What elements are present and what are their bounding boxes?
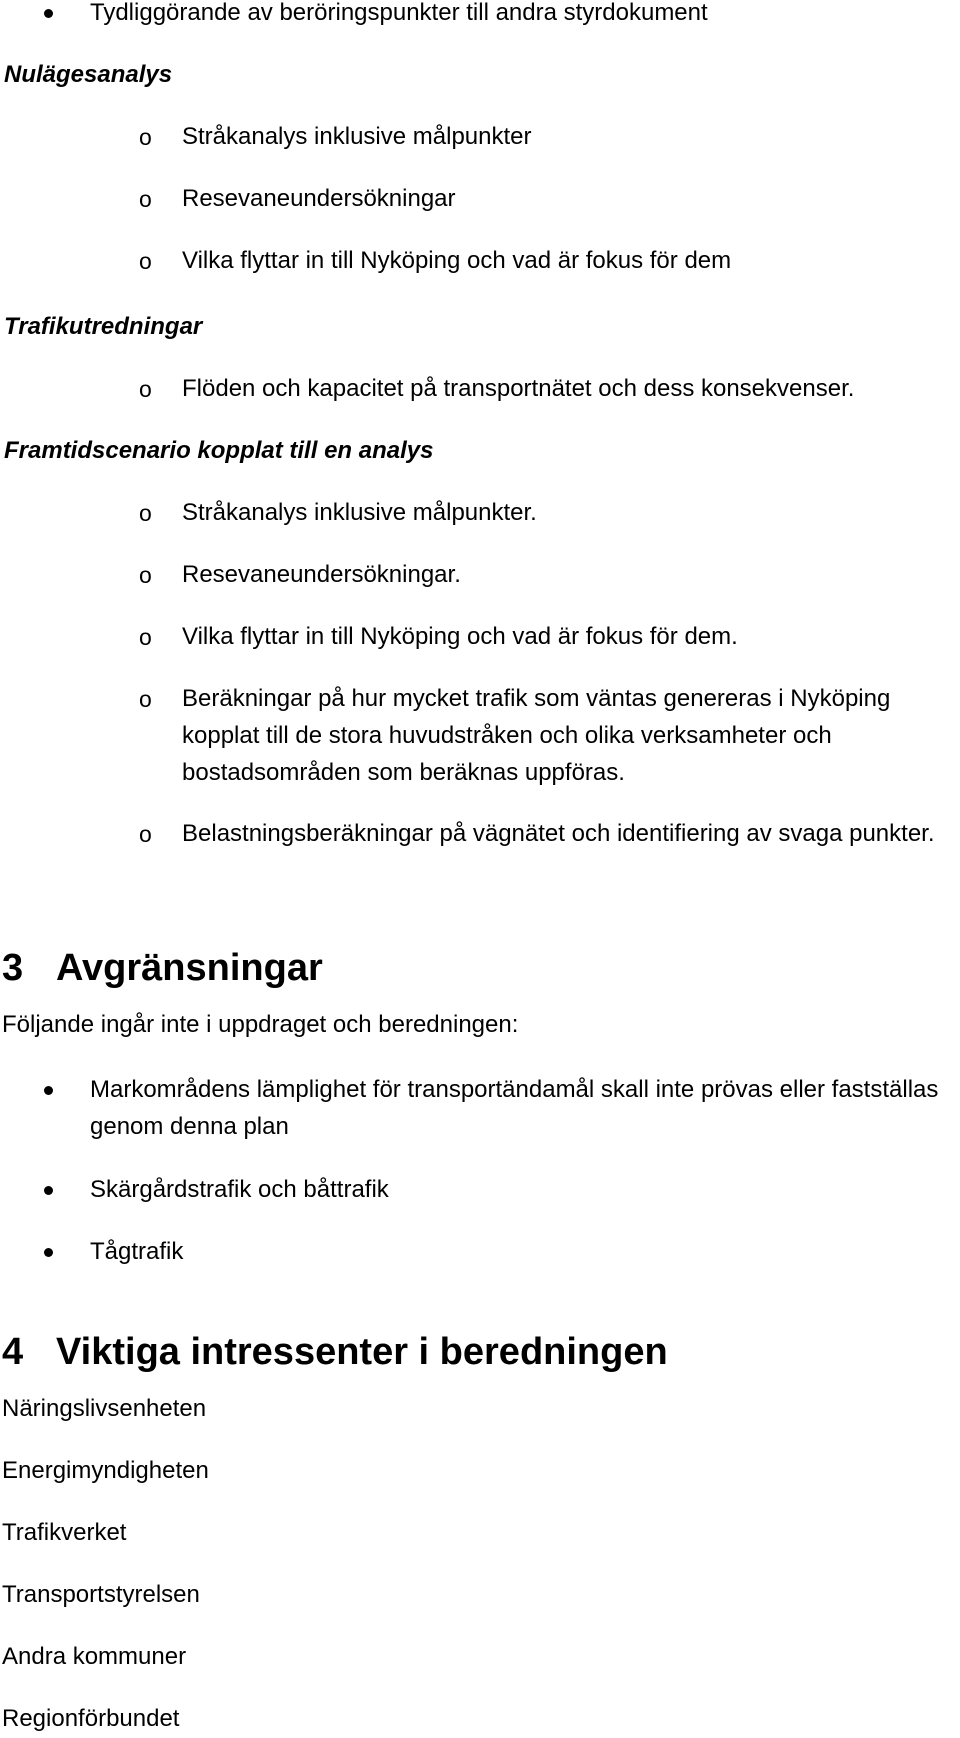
list-item: Resevaneundersökningar. xyxy=(182,561,461,588)
list-item: Stråkanalys inklusive målpunkter xyxy=(182,123,532,150)
sub-bullet-marker: o xyxy=(139,248,152,274)
top-bullet-text: Tydliggörande av beröringspunkter till andra styrdokument xyxy=(90,0,708,26)
chapter-title: Viktiga intressenter i beredningen xyxy=(56,1331,668,1373)
list-item: Markområdens lämplighet för transportändamål skall inte prövas eller fastställas genom denna plan xyxy=(90,1076,939,1140)
list-item: Skärgårdstrafik och båttrafik xyxy=(90,1176,389,1203)
list-item: Stråkanalys inklusive målpunkter. xyxy=(182,499,537,526)
list-item: Beräkningar på hur mycket trafik som väntas genereras i Nyköping kopplat till de stora huvudstråken och olika verksamheter och bostadsområden som beräknas uppföras. xyxy=(182,685,891,786)
sub-bullet-marker: o xyxy=(139,686,152,712)
sub-bullet-marker: o xyxy=(139,624,152,650)
chapter-heading-3 xyxy=(2,944,323,992)
bullet-icon xyxy=(44,1086,53,1095)
sub-bullet-marker: o xyxy=(139,186,152,212)
list-item: Vilka flyttar in till Nyköping och vad är fokus för dem xyxy=(182,247,732,274)
chapter-title: Avgränsningar xyxy=(56,947,323,989)
list-item: Regionförbundet xyxy=(2,1705,180,1732)
bullet-icon xyxy=(44,9,53,18)
list-item: Andra kommuner xyxy=(2,1643,187,1670)
list-item: Trafikverket xyxy=(2,1519,127,1546)
sub-bullet-marker: o xyxy=(139,500,152,526)
list-item: Flöden och kapacitet på transportnätet och dess konsekvenser. xyxy=(182,375,855,402)
subheading-framtidscenario: Framtidscenario kopplat till en analys xyxy=(4,437,434,464)
list-item: Vilka flyttar in till Nyköping och vad är fokus för dem. xyxy=(182,623,738,650)
subheading-trafikutredningar: Trafikutredningar xyxy=(4,313,203,340)
sub-bullet-marker: o xyxy=(139,562,152,588)
sub-bullet-marker: o xyxy=(139,376,152,402)
list-item: Näringslivsenheten xyxy=(2,1395,207,1422)
sub-bullet-marker: o xyxy=(139,821,152,847)
chapter-number: 4 xyxy=(2,1331,24,1373)
list-item: Belastningsberäkningar på vägnätet och identifiering av svaga punkter. xyxy=(182,820,935,847)
subheading-nulagesanalys: Nulägesanalys xyxy=(4,61,173,88)
bullet-icon xyxy=(44,1248,53,1257)
chapter-intro: Följande ingår inte i uppdraget och beredningen: xyxy=(2,1011,519,1038)
list-item: Energimyndigheten xyxy=(2,1457,209,1484)
sub-bullet-marker: o xyxy=(139,124,152,150)
list-item: Transportstyrelsen xyxy=(2,1581,200,1608)
list-item: Resevaneundersökningar xyxy=(182,185,456,212)
list-item: Tågtrafik xyxy=(90,1238,184,1265)
chapter-heading-4 xyxy=(2,1328,668,1376)
chapter-number: 3 xyxy=(2,947,24,989)
bullet-icon xyxy=(44,1186,53,1195)
